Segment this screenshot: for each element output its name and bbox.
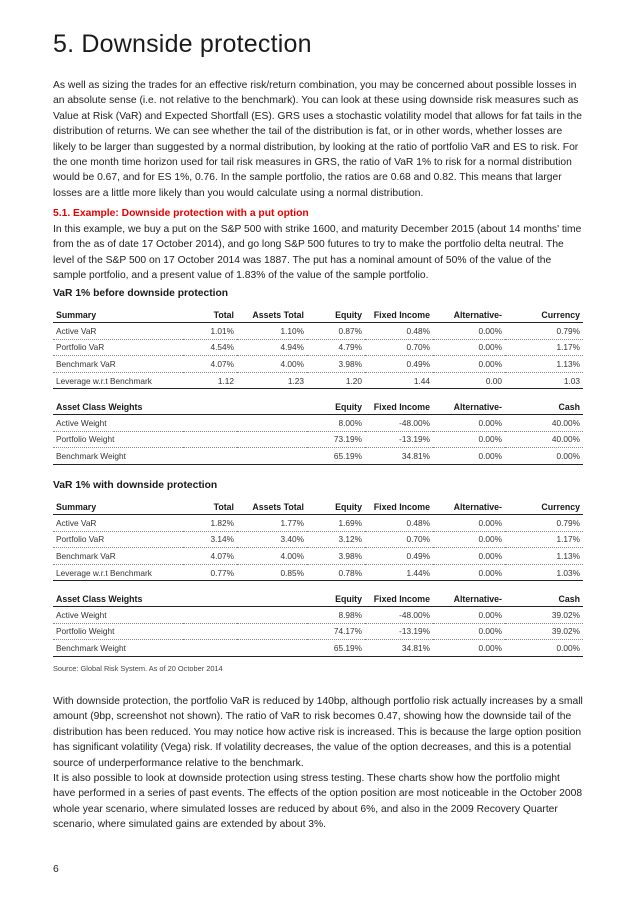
table-cell: 4.54%: [183, 339, 237, 356]
table-cell: 3.98%: [307, 356, 365, 373]
table-cell: 1.23: [237, 372, 307, 389]
table-cell: 0.00%: [433, 448, 505, 465]
table-cell: 0.49%: [365, 548, 433, 565]
table-cell: 0.78%: [307, 564, 365, 581]
table-cell: 0.79%: [505, 515, 583, 532]
row-label: Benchmark VaR: [53, 356, 183, 373]
row-label: Portfolio Weight: [53, 623, 183, 640]
row-label: Benchmark Weight: [53, 448, 183, 465]
table-cell: 0.48%: [365, 515, 433, 532]
example-paragraph: In this example, we buy a put on the S&P 500 with strike 1600, and maturity December 2015 (about 14 months' time from the as of date 17 October 2014), and go long S&P 500 futures to try to make the portfolio delta neutral. The level of the S&P 500 on 17 October 2014 was 1887. The put has a nominal amount of 50% of the value of the sample portfolio, and a present value of 1.83% of the value of the sample portfolio.: [53, 224, 582, 282]
after-summary-table: [53, 499, 583, 581]
column-header: Equity: [307, 307, 365, 323]
intro-paragraph: As well as sizing the trades for an effective risk/return combination, you may be concerned about possible losses in an absolute sense (i.e. not relative to the benchmark). You can look at these using downside risk measures such as Value at Risk (VaR) and Expected Shortfall (ES). GRS uses a stochastic volatility model that allows for fat tails in the distribution of returns. We can see whether the tail of the distribution is fat, or in other words, whether losses are likely to be larger than suggested by a normal distribution, by looking at the ratio of portfolio VaR and ES to risk. For the one month time horizon used for tail risk measures in GRS, the ratio of VaR 1% to risk for a normal distribution would be 0.67, and for ES 1%, 0.76. In the sample portfolio, the ratios are 0.68 and 0.82. This means that larger losses are a little more likely than you would calculate using a normal distribution.: [53, 80, 582, 199]
table-cell: 39.02%: [505, 607, 583, 624]
table-row: [53, 431, 583, 448]
table-row: [53, 356, 583, 373]
table-cell: 65.19%: [307, 448, 365, 465]
table-cell: 0.00: [433, 372, 505, 389]
column-header: Total: [183, 499, 237, 515]
table-header-row: [53, 591, 583, 607]
table-cell: [237, 607, 307, 624]
table-cell: 0.49%: [365, 356, 433, 373]
table-cell: -48.00%: [365, 415, 433, 432]
column-header: Cash: [505, 591, 583, 607]
row-label: Active VaR: [53, 323, 183, 340]
before-weights-table: [53, 399, 583, 465]
table-cell: 0.79%: [505, 323, 583, 340]
table-cell: 3.98%: [307, 548, 365, 565]
table-cell: [183, 607, 237, 624]
table-row: [53, 415, 583, 432]
table-row: [53, 607, 583, 624]
row-label: Benchmark Weight: [53, 640, 183, 657]
table-header-row: [53, 307, 583, 323]
table-cell: 0.85%: [237, 564, 307, 581]
table-cell: 8.98%: [307, 607, 365, 624]
table-cell: 0.00%: [433, 431, 505, 448]
table-cell: [183, 640, 237, 657]
column-header: Cash: [505, 399, 583, 415]
row-label: Active Weight: [53, 607, 183, 624]
column-header: Alternative-: [433, 399, 505, 415]
table-cell: 4.94%: [237, 339, 307, 356]
column-header: Fixed Income: [365, 307, 433, 323]
column-header: [183, 591, 237, 607]
table-row: [53, 339, 583, 356]
table-cell: 3.40%: [237, 531, 307, 548]
row-label: Portfolio VaR: [53, 531, 183, 548]
conclusion-paragraph-1: With downside protection, the portfolio VaR is reduced by 140bp, although portfolio risk actually increases by a small amount (9bp, screenshot not shown). The ratio of VaR to risk becomes 0.47, showing how the downside tail of the distribution has been reduced. You may notice how active risk is increased. This is because the large option position has significant volatility (Vega) risk. If volatility decreases, the value of the option decreases, and this is a potential source of underperformance relative to the benchmark.: [53, 696, 583, 769]
column-header: [237, 399, 307, 415]
table-cell: 74.17%: [307, 623, 365, 640]
table-cell: 4.00%: [237, 548, 307, 565]
table-cell: 1.17%: [505, 531, 583, 548]
table-cell: 1.13%: [505, 356, 583, 373]
column-header: Alternative-: [433, 307, 505, 323]
row-label: Leverage w.r.t Benchmark: [53, 564, 183, 581]
column-header: Fixed Income: [365, 399, 433, 415]
table-cell: [237, 448, 307, 465]
table-cell: -13.19%: [365, 431, 433, 448]
table-cell: [237, 431, 307, 448]
column-header: Assets Total: [237, 307, 307, 323]
after-section-title: VaR 1% with downside protection: [53, 480, 218, 491]
table-cell: 0.00%: [433, 356, 505, 373]
table-cell: 0.00%: [433, 415, 505, 432]
table-header-row: [53, 499, 583, 515]
table-row: [53, 515, 583, 532]
table-cell: 1.03: [505, 372, 583, 389]
table-cell: [183, 431, 237, 448]
table-cell: 0.00%: [433, 564, 505, 581]
column-header: Equity: [307, 591, 365, 607]
table-cell: 0.00%: [433, 548, 505, 565]
table-cell: 40.00%: [505, 431, 583, 448]
table-cell: 39.02%: [505, 623, 583, 640]
table-cell: 40.00%: [505, 415, 583, 432]
table-cell: 1.17%: [505, 339, 583, 356]
column-header: Asset Class Weights: [53, 591, 183, 607]
column-header: Summary: [53, 499, 183, 515]
table-cell: 1.12: [183, 372, 237, 389]
table-row: [53, 564, 583, 581]
row-label: Portfolio VaR: [53, 339, 183, 356]
table-cell: [237, 623, 307, 640]
row-label: Portfolio Weight: [53, 431, 183, 448]
column-header: [183, 399, 237, 415]
table-cell: 0.00%: [433, 515, 505, 532]
column-header: Equity: [307, 499, 365, 515]
table-cell: 65.19%: [307, 640, 365, 657]
table-cell: 0.48%: [365, 323, 433, 340]
table-cell: [183, 623, 237, 640]
table-cell: 1.20: [307, 372, 365, 389]
table-cell: [183, 415, 237, 432]
before-summary-table: [53, 307, 583, 389]
table-cell: 1.44%: [365, 564, 433, 581]
page-number: 6: [53, 864, 59, 875]
table-cell: 0.00%: [433, 531, 505, 548]
table-cell: 0.70%: [365, 531, 433, 548]
table-cell: 1.10%: [237, 323, 307, 340]
row-label: Active Weight: [53, 415, 183, 432]
column-header: Alternative-: [433, 499, 505, 515]
page-title: 5. Downside protection: [53, 30, 312, 58]
column-header: Fixed Income: [365, 499, 433, 515]
table-row: [53, 448, 583, 465]
after-weights-table: [53, 591, 583, 657]
table-cell: 8.00%: [307, 415, 365, 432]
table-cell: 4.79%: [307, 339, 365, 356]
table-cell: 0.00%: [433, 640, 505, 657]
table-cell: 34.81%: [365, 640, 433, 657]
table-cell: 3.12%: [307, 531, 365, 548]
table-cell: 0.00%: [433, 323, 505, 340]
table-cell: 0.70%: [365, 339, 433, 356]
table-cell: 1.01%: [183, 323, 237, 340]
table-cell: 34.81%: [365, 448, 433, 465]
table-cell: 0.87%: [307, 323, 365, 340]
table-cell: 1.44: [365, 372, 433, 389]
before-section-title: VaR 1% before downside protection: [53, 288, 229, 299]
table-header-row: [53, 399, 583, 415]
conclusion-paragraph-2: It is also possible to look at downside protection using stress testing. These charts show how the portfolio might have performed in a series of past events. The effects of the option position are most noticeable in the October 2008 whole year scenario, where simulated losses are reduced by about 6%, and also in the 2009 Recovery Quarter scenario, where simulated gains are extended by about 3%.: [53, 773, 583, 831]
table-cell: 0.00%: [505, 640, 583, 657]
table-cell: -13.19%: [365, 623, 433, 640]
table-row: [53, 640, 583, 657]
column-header: Asset Class Weights: [53, 399, 183, 415]
column-header: [237, 591, 307, 607]
table-cell: 73.19%: [307, 431, 365, 448]
table-cell: 3.14%: [183, 531, 237, 548]
table-cell: [237, 415, 307, 432]
table-cell: 0.00%: [433, 623, 505, 640]
table-cell: 0.00%: [433, 607, 505, 624]
table-cell: 0.00%: [433, 339, 505, 356]
table-cell: [237, 640, 307, 657]
column-header: Alternative-: [433, 591, 505, 607]
column-header: Fixed Income: [365, 591, 433, 607]
table-row: [53, 531, 583, 548]
table-row: [53, 323, 583, 340]
table-row: [53, 623, 583, 640]
table-cell: 1.69%: [307, 515, 365, 532]
source-note: Source: Global Risk System. As of 20 October 2014: [53, 664, 223, 673]
example-heading: 5.1. Example: Downside protection with a put option: [53, 208, 309, 219]
table-cell: 1.82%: [183, 515, 237, 532]
table-cell: 4.07%: [183, 548, 237, 565]
column-header: Summary: [53, 307, 183, 323]
column-header: Equity: [307, 399, 365, 415]
table-cell: -48.00%: [365, 607, 433, 624]
table-row: [53, 372, 583, 389]
table-cell: 0.77%: [183, 564, 237, 581]
column-header: Currency: [505, 307, 583, 323]
table-cell: 0.00%: [505, 448, 583, 465]
table-cell: 1.13%: [505, 548, 583, 565]
table-cell: 4.07%: [183, 356, 237, 373]
row-label: Leverage w.r.t Benchmark: [53, 372, 183, 389]
column-header: Assets Total: [237, 499, 307, 515]
table-cell: 4.00%: [237, 356, 307, 373]
column-header: Total: [183, 307, 237, 323]
table-cell: [183, 448, 237, 465]
table-cell: 1.03%: [505, 564, 583, 581]
table-row: [53, 548, 583, 565]
table-cell: 1.77%: [237, 515, 307, 532]
row-label: Benchmark VaR: [53, 548, 183, 565]
row-label: Active VaR: [53, 515, 183, 532]
column-header: Currency: [505, 499, 583, 515]
